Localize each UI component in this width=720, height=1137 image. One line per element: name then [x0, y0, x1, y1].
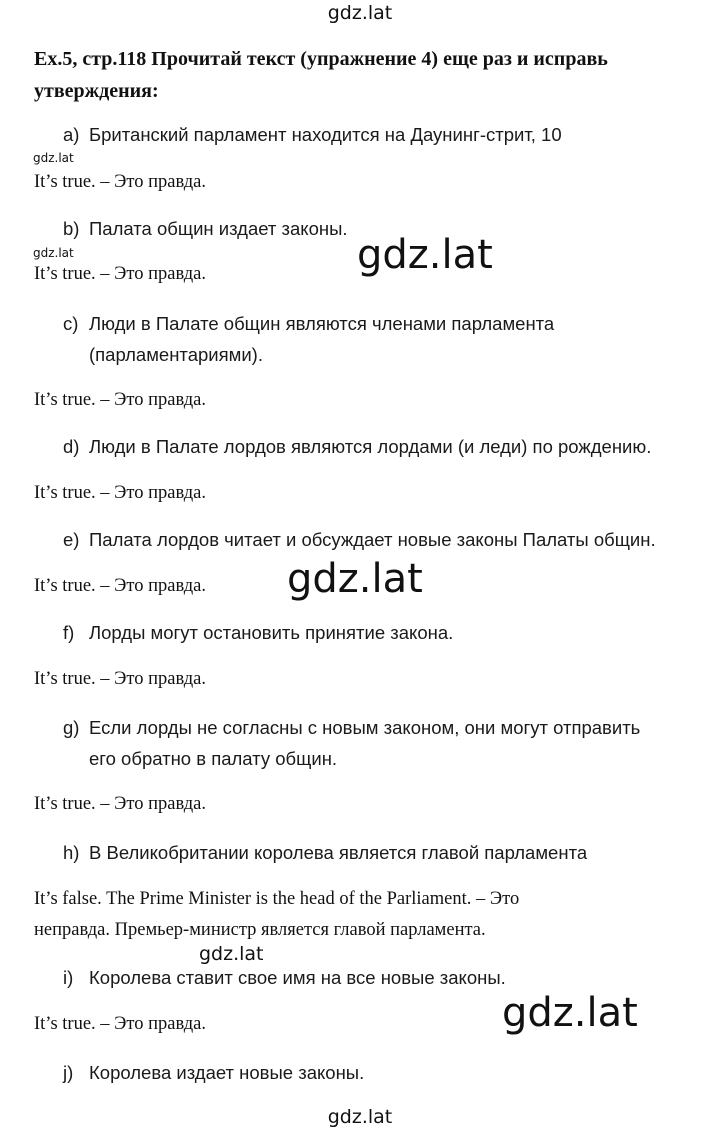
answer-c: It’s true. – Это правда. [34, 390, 206, 410]
question-letter: c) [63, 313, 79, 334]
answer-i: It’s true. – Это правда. [34, 1014, 206, 1034]
watermark-top: gdz.lat [327, 2, 393, 24]
question-letter: b) [63, 218, 80, 239]
question-letter: e) [63, 529, 80, 550]
question-text: Палата лордов читает и обсуждает новые законы Палаты общин. [89, 529, 656, 550]
answer-d: It’s true. – Это правда. [34, 483, 206, 503]
question-letter: g) [63, 717, 80, 738]
question-text: Люди в Палате общин являются членами парламента [89, 313, 555, 334]
question-h [63, 837, 693, 868]
question-f [63, 617, 693, 648]
question-letter: i) [63, 967, 74, 988]
question-text-continued: (парламентариями). [89, 344, 263, 365]
watermark-mid: gdz.lat [199, 943, 264, 965]
watermark-big-3: gdz.lat [502, 990, 638, 1036]
watermark-small-2: gdz.lat [33, 246, 74, 260]
watermark-bottom: gdz.lat [327, 1106, 393, 1128]
answer-line: It’s false. The Prime Minister is the head of the Parliament. – Это [34, 889, 520, 909]
question-text: Если лорды не согласны с новым законом, они могут отправить [89, 717, 641, 738]
question-text: Палата общин издает законы. [89, 218, 348, 239]
answer-f: It’s true. – Это правда. [34, 669, 206, 689]
question-letter: d) [63, 436, 80, 457]
question-e [63, 524, 693, 555]
question-text: В Великобритании королева является главой парламента [89, 842, 588, 863]
question-letter: h) [63, 842, 80, 863]
question-text: Британский парламент находится на Даунинг-стрит, 10 [89, 124, 562, 145]
question-letter: j) [63, 1062, 74, 1083]
question-letter: a) [63, 124, 80, 145]
question-g [63, 712, 693, 774]
watermark-big-2: gdz.lat [287, 556, 423, 602]
question-text: Люди в Палате лордов являются лордами (и леди) по рождению. [89, 436, 652, 457]
answer-h [34, 884, 684, 946]
watermark-small-1: gdz.lat [33, 151, 74, 165]
question-j [63, 1057, 693, 1088]
answer-g: It’s true. – Это правда. [34, 794, 206, 814]
question-text-continued: его обратно в палату общин. [89, 748, 338, 769]
question-letter: f) [63, 622, 75, 643]
question-text: Королева ставит свое имя на все новые законы. [89, 967, 506, 988]
answer-line: неправда. Премьер-министр является главой парламента. [34, 920, 486, 940]
watermark-big-1: gdz.lat [357, 232, 493, 278]
question-text: Лорды могут остановить принятие закона. [89, 622, 454, 643]
question-a [63, 119, 693, 150]
question-c [63, 308, 693, 370]
answer-a: It’s true. – Это правда. [34, 172, 206, 192]
question-d [63, 431, 693, 462]
answer-e: It’s true. – Это правда. [34, 576, 206, 596]
answer-b: It’s true. – Это правда. [34, 264, 206, 284]
question-i [63, 962, 693, 993]
exercise-title: Ex.5, стр.118 Прочитай текст (упражнение 4) еще раз и исправь утверждения: [34, 48, 608, 102]
question-text: Королева издает новые законы. [89, 1062, 365, 1083]
